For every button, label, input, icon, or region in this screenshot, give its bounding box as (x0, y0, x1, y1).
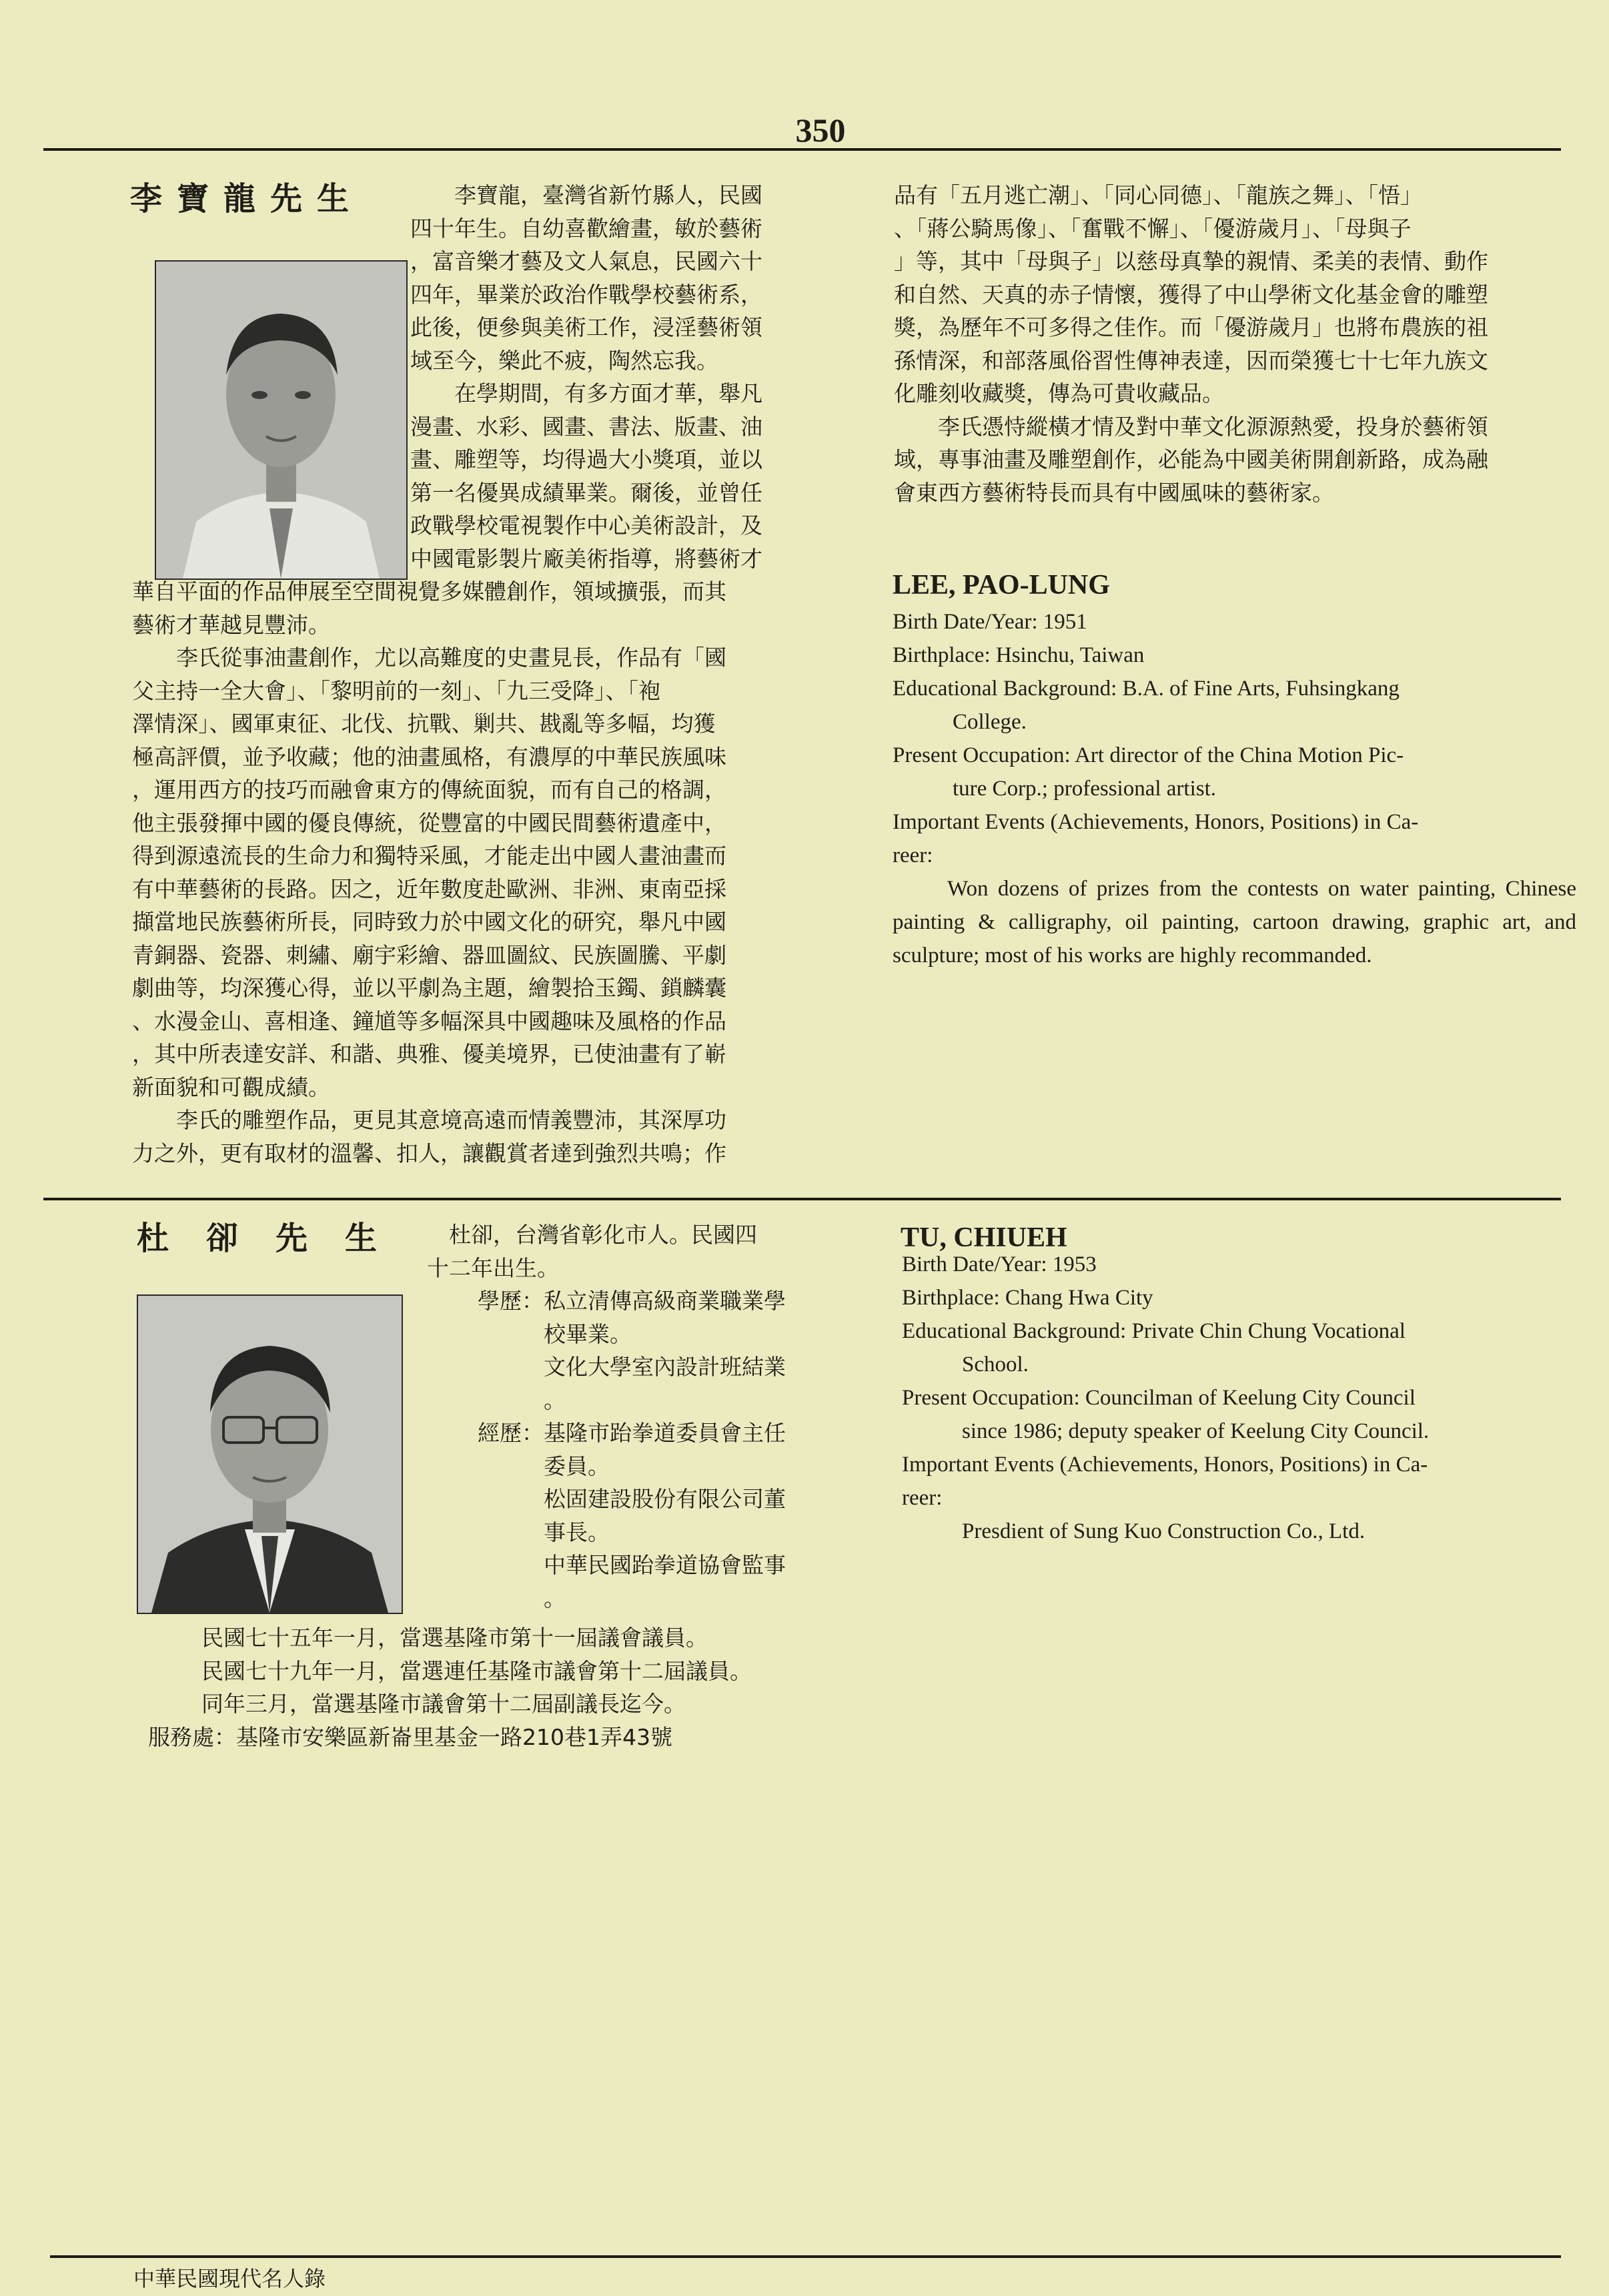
zh-line: 品有「五月逃亡潮」、「同心同德」、「龍族之舞」、「悟」 (894, 182, 1422, 208)
footer-rule (50, 2255, 1561, 2258)
zh-line: 在學期間，有多方面才華，舉凡 (410, 380, 762, 406)
exp-row (467, 1516, 861, 1549)
en-events-heading-cont: reer: (902, 1486, 943, 1510)
zh-line: 孫情深，和部落風俗習性傳神表達，因而榮獲七十七年九族文 (894, 347, 1488, 374)
exp-row (467, 1483, 861, 1516)
zh-line: ，富音樂才藝及文人氣息，民國六十 (410, 248, 762, 274)
zh-line: 劇曲等，均深獲心得，並以平劇為主題，繪製拾玉鐲、鎖麟囊 (132, 975, 726, 1001)
en-events-body: Won dozens of prizes from the contests on water painting, Chinese painting & calligraphy, oil painting, cartoon drawing, graphic art, and sculpture; most of his works are highly recommanded. (893, 877, 1576, 968)
exp-row (467, 1450, 861, 1483)
zh-line: 李氏從事油畫創作，尤以高難度的史畫見長，作品有「國 (132, 645, 726, 671)
zh-line: 」等，其中「母與子」以慈母真摯的親情、柔美的表情、動作 (894, 248, 1488, 274)
exp-line: 。 (544, 1585, 566, 1611)
zh-line: 李氏的雕塑作品，更見其意境高遠而情義豐沛，其深厚功 (132, 1107, 726, 1133)
page-number: 350 (795, 111, 846, 149)
entry2-intro-zh (427, 1218, 854, 1284)
entry2-name-en: TU, CHIUEH (901, 1222, 1067, 1253)
exp-line: 委員。 (544, 1453, 610, 1479)
en-education-cont: College. (953, 710, 1027, 734)
edu-row (467, 1318, 861, 1351)
zh-line: ，其中所表達安詳、和諧、典雅、優美境界，已使油畫有了嶄 (132, 1041, 726, 1067)
entry1-portrait-photo (155, 260, 408, 580)
exp-label: 經歷： (478, 1420, 544, 1446)
entry2-bottom-zh (148, 1621, 882, 1754)
zh-line: 他主張發揮中國的優良傳統，從豐富的中國民間藝術遺產中， (132, 809, 726, 836)
edu-row (467, 1384, 861, 1417)
exp-line: 中華民國跆拳道協會監事 (544, 1552, 786, 1578)
zh-line: 澤情深」、國軍東征、北伐、抗戰、剿共、戡亂等多幅，均獲 (132, 711, 716, 737)
en-birthplace: Birthplace: Hsinchu, Taiwan (893, 643, 1145, 667)
zh-line: 藝術才華越見豐沛。 (132, 611, 330, 638)
en-education: Educational Background: Private Chin Chung Vocational (902, 1319, 1406, 1343)
edu-line: 。 (544, 1387, 566, 1413)
en-education: Educational Background: B.A. of Fine Arts, Fuhsingkang (893, 677, 1400, 701)
en-events-body: Presdient of Sung Kuo Construction Co., Ltd. (962, 1519, 1366, 1543)
exp-row (467, 1417, 861, 1450)
edu-label: 學歷： (478, 1288, 544, 1314)
zh-line: 青銅器、瓷器、刺繡、廟宇彩繪、器皿圖紋、民族圖騰、平劇 (132, 941, 726, 968)
entry2-details-zh (467, 1284, 861, 1615)
zh-line: 、水漫金山、喜相逢、鐘馗等多幅深具中國趣味及風格的作品 (132, 1008, 726, 1034)
zh-line: 第一名優異成績畢業。爾後，並曾任 (410, 479, 762, 506)
exp-row (467, 1549, 861, 1582)
zh-line: 得到源遠流長的生命力和獨特采風，才能走出中國人畫油畫而 (132, 843, 726, 869)
zh-line: 父主持一全大會」、「黎明前的一刻」、「九三受降」、「袍 (132, 677, 660, 704)
en-occupation-cont: ture Corp.; professional artist. (953, 777, 1217, 801)
en-events-heading-cont: reer: (893, 843, 933, 867)
entry2-bio-en (902, 1248, 1582, 1548)
zh-line: 新面貌和可觀成績。 (132, 1074, 330, 1100)
exp-line: 基隆市跆拳道委員會主任 (544, 1420, 786, 1446)
zh-line: ，運用西方的技巧而融會東方的傳統面貌，而有自己的格調， (132, 777, 726, 803)
en-events-heading: Important Events (Achievements, Honors, Positions) in Ca- (893, 810, 1419, 834)
en-birthplace: Birthplace: Chang Hwa City (902, 1286, 1153, 1310)
entry-divider-rule (43, 1198, 1561, 1200)
en-birth: Birth Date/Year: 1951 (893, 610, 1087, 634)
zh-line: 四十年生。自幼喜歡繪畫，敏於藝術 (410, 215, 762, 242)
exp-line: 事長。 (544, 1519, 610, 1545)
zh-line: 域，專事油畫及雕塑創作，必能為中國美術開創新路，成為融 (894, 446, 1488, 472)
zh-line: 獎，為歷年不可多得之佳作。而「優游歲月」也將布農族的祖 (894, 314, 1488, 340)
entry1-bio-zh-right (410, 179, 837, 575)
en-events-heading: Important Events (Achievements, Honors, Positions) in Ca- (902, 1453, 1428, 1477)
zh-line: 李氏憑恃縱橫才情及對中華文化源源熱愛，投身於藝術領 (894, 413, 1488, 440)
en-birth: Birth Date/Year: 1953 (902, 1252, 1097, 1276)
entry1-bio-zh-full (132, 575, 839, 1170)
exp-line: 松固建設股份有限公司董 (544, 1486, 786, 1512)
en-occupation: Present Occupation: Councilman of Keelung City Council (902, 1386, 1416, 1410)
zh-line: 、「蔣公騎馬像」、「奮戰不懈」、「優游歲月」、「母與子 (894, 215, 1412, 242)
entry1-name-en: LEE, PAO-LUNG (893, 570, 1110, 601)
entry1-bio-en (893, 605, 1576, 972)
entry1-bio-zh-col2 (894, 179, 1578, 509)
en-occupation: Present Occupation: Art director of the China Motion Pic- (893, 743, 1404, 767)
exp-row (467, 1582, 861, 1615)
zh-line: 李寶龍，臺灣省新竹縣人，民國 (410, 182, 762, 208)
entry2-name-zh: 杜卻先生 (137, 1220, 415, 1257)
footer-title: 中華民國現代名人錄 (133, 2266, 326, 2291)
zh-line: 力之外，更有取材的溫馨、扣人，讓觀賞者達到強烈共鳴；作 (132, 1140, 726, 1166)
edu-row (467, 1284, 861, 1318)
entry1-name-zh: 李寶龍先生 (130, 180, 364, 218)
edu-line: 校畢業。 (544, 1320, 632, 1347)
zh-line: 同年三月，當選基隆市議會第十二屆副議長迄今。 (201, 1691, 686, 1717)
zh-line: 畫、雕塑等，均得過大小獎項，並以 (410, 446, 762, 472)
zh-line: 十二年出生。 (427, 1254, 559, 1281)
zh-line: 化雕刻收藏獎，傳為可貴收藏品。 (894, 380, 1224, 406)
zh-line: 漫畫、水彩、國畫、書法、版畫、油 (410, 413, 762, 440)
zh-line: 此後，便參與美術工作，浸淫藝術領 (410, 314, 762, 340)
zh-line: 極高評價，並予收藏；他的油畫風格，有濃厚的中華民族風味 (132, 743, 726, 770)
zh-line: 中國電影製片廠美術指導，將藝術才 (410, 545, 762, 572)
edu-line: 私立清傳高級商業職業學 (544, 1288, 786, 1314)
zh-line: 民國七十五年一月，當選基隆市第十一屆議會議員。 (201, 1625, 708, 1651)
en-occupation-cont: since 1986; deputy speaker of Keelung City Council. (962, 1419, 1430, 1443)
entry2-portrait-photo (137, 1294, 403, 1614)
edu-line: 文化大學室內設計班結業 (544, 1354, 786, 1380)
zh-line: 民國七十九年一月，當選連任基隆市議會第十二屆議員。 (201, 1657, 752, 1684)
zh-line: 有中華藝術的長路。因之，近年數度赴歐洲、非洲、東南亞採 (132, 875, 726, 902)
en-education-cont: School. (962, 1353, 1029, 1377)
zh-line: 會東西方藝術特長而具有中國風味的藝術家。 (894, 479, 1334, 506)
zh-line: 和自然、天真的赤子情懷，獲得了中山學術文化基金會的雕塑 (894, 281, 1488, 308)
zh-line: 四年，畢業於政治作戰學校藝術系， (410, 281, 762, 308)
zh-line: 華自平面的作品伸展至空間視覺多媒體創作，領域擴張，而其 (132, 579, 726, 605)
zh-line: 政戰學校電視製作中心美術設計，及 (410, 512, 762, 538)
zh-line: 服務處：基隆市安樂區新崙里基金一路210巷1弄43號 (148, 1724, 672, 1750)
zh-line: 杜卻，台灣省彰化市人。民國四 (427, 1222, 757, 1248)
zh-line: 擷當地民族藝術所長，同時致力於中國文化的研究，舉凡中國 (132, 909, 726, 935)
edu-row (467, 1351, 861, 1384)
zh-line: 域至今，樂此不疲，陶然忘我。 (410, 347, 718, 374)
